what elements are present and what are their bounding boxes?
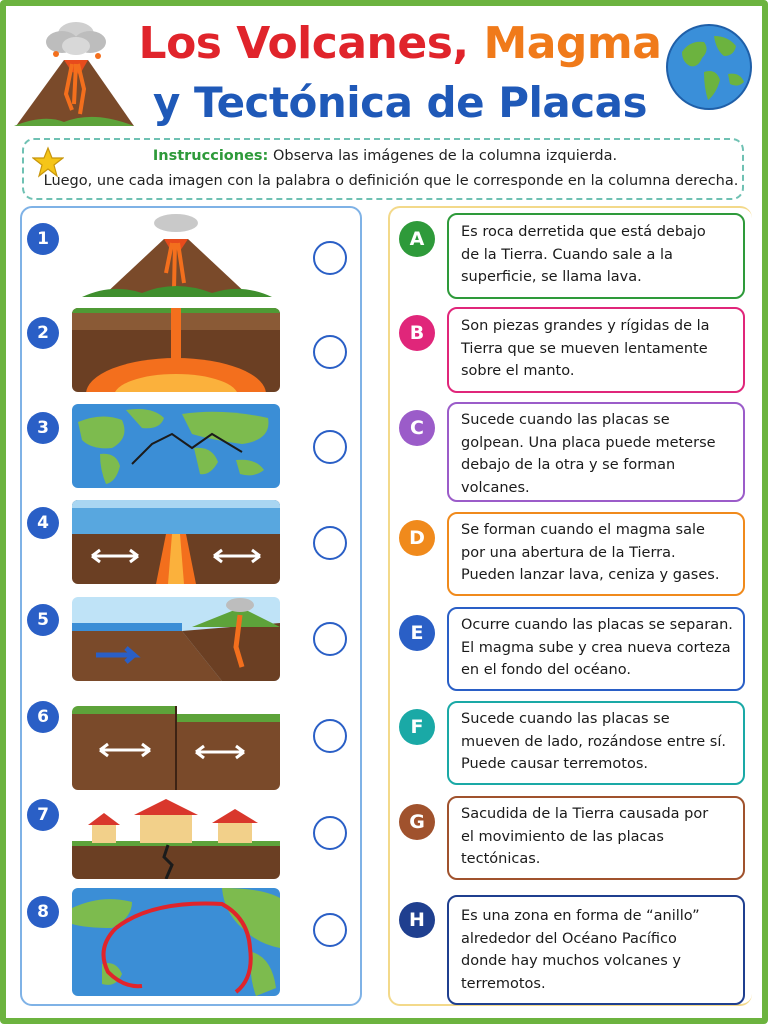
instructions-label: Instrucciones: (152, 148, 269, 164)
image-number-3: 3 (27, 412, 59, 444)
definition-a-line1: Es roca derretida que está debajo (461, 224, 706, 240)
definition-c-line2: golpean. Una placa puede meterse (461, 434, 716, 451)
definition-box-f[interactable] (447, 701, 745, 785)
definition-letter-b: B (399, 315, 435, 351)
globe-icon (664, 22, 754, 112)
image-number-5: 5 (27, 604, 59, 636)
answer-circle-5[interactable] (313, 622, 347, 656)
answer-circle-7[interactable] (313, 816, 347, 850)
definition-b-line3: sobre el manto. (461, 363, 575, 379)
subduction-zone-icon (72, 597, 280, 681)
definition-box-d[interactable] (447, 512, 745, 596)
definition-b-line2: Tierra que se mueven lentamente (461, 340, 708, 357)
definition-c-line4: volcanes. (461, 479, 530, 496)
definition-letter-e: E (399, 615, 435, 651)
definition-f-line2: mueven de lado, rozándose entre sí. (461, 733, 727, 750)
answer-circle-6[interactable] (313, 719, 347, 753)
plate-boundaries-map-icon (72, 404, 280, 488)
definition-h-line1: Es una zona en forma de “anillo” (461, 908, 700, 924)
definition-letter-g: G (399, 804, 435, 840)
earthquake-houses-icon (72, 795, 280, 879)
definition-box-e[interactable] (447, 607, 745, 691)
image-number-6: 6 (27, 701, 59, 733)
definition-box-c[interactable] (447, 402, 745, 502)
definition-f-line1: Sucede cuando las placas se (461, 711, 670, 727)
instructions-line2: Luego, une cada imagen con la palabra o definición que le corresponde en la columna derecha. (43, 173, 739, 189)
definition-e-line3: en el fondo del océano. (461, 662, 631, 678)
instructions-box (22, 138, 744, 200)
answer-circle-8[interactable] (313, 913, 347, 947)
definition-h-line4: terremotos. (461, 975, 546, 992)
erupting-volcano-icon (72, 213, 280, 297)
image-number-8: 8 (27, 896, 59, 928)
definition-letter-c: C (399, 410, 435, 446)
magma-chamber-icon (72, 308, 280, 392)
instructions-line1 (24, 148, 746, 164)
definition-e-line1: Ocurre cuando las placas se separan. (461, 617, 733, 633)
transform-boundary-icon (72, 706, 280, 790)
definition-a-line3: superficie, se llama lava. (461, 269, 642, 285)
answer-circle-1[interactable] (313, 241, 347, 275)
answer-circle-3[interactable] (313, 430, 347, 464)
title-part-magma: Magma (483, 18, 662, 69)
image-number-4: 4 (27, 507, 59, 539)
image-number-7: 7 (27, 799, 59, 831)
definition-e-line2: El magma sube y crea nueva corteza (461, 639, 731, 656)
volcano-logo-icon (14, 14, 134, 129)
definition-h-line2: alrededor del Océano Pacífico (461, 930, 677, 947)
answer-circle-4[interactable] (313, 526, 347, 560)
definition-b-line1: Son piezas grandes y rígidas de la (461, 318, 710, 334)
definition-c-line1: Sucede cuando las placas se (461, 412, 670, 428)
image-number-2: 2 (27, 317, 59, 349)
definition-h-line3: donde hay muchos volcanes y (461, 953, 681, 969)
definition-box-g[interactable] (447, 796, 745, 880)
definition-letter-a: A (399, 221, 435, 257)
definition-g-line3: tectónicas. (461, 851, 541, 867)
definition-letter-h: H (399, 902, 435, 938)
answer-circle-2[interactable] (313, 335, 347, 369)
definition-c-line3: debajo de la otra y se forman (461, 457, 676, 473)
ring-of-fire-map-icon (72, 888, 280, 996)
definition-a-line2: de la Tierra. Cuando sale a la (461, 246, 673, 263)
definition-box-b[interactable] (447, 307, 745, 393)
definition-g-line1: Sacudida de la Tierra causada por (461, 806, 709, 822)
definition-d-line1: Se forman cuando el magma sale (461, 522, 705, 538)
page-title-line2: y Tectónica de Placas (153, 78, 647, 127)
divergent-boundary-icon (72, 500, 280, 584)
definition-box-h[interactable] (447, 895, 745, 1005)
page-title-line1 (130, 18, 670, 70)
title-part-volcanes: Los Volcanes, (138, 18, 469, 69)
definition-box-a[interactable] (447, 213, 745, 299)
image-number-1: 1 (27, 223, 59, 255)
definition-d-line2: por una abertura de la Tierra. (461, 544, 676, 561)
definition-f-line3: Puede causar terremotos. (461, 756, 648, 772)
definition-d-line3: Pueden lanzar lava, ceniza y gases. (461, 567, 720, 583)
instructions-text1: Observa las imágenes de la columna izquierda. (272, 148, 618, 164)
definition-letter-f: F (399, 709, 435, 745)
definition-letter-d: D (399, 520, 435, 556)
definition-g-line2: el movimiento de las placas (461, 828, 664, 845)
